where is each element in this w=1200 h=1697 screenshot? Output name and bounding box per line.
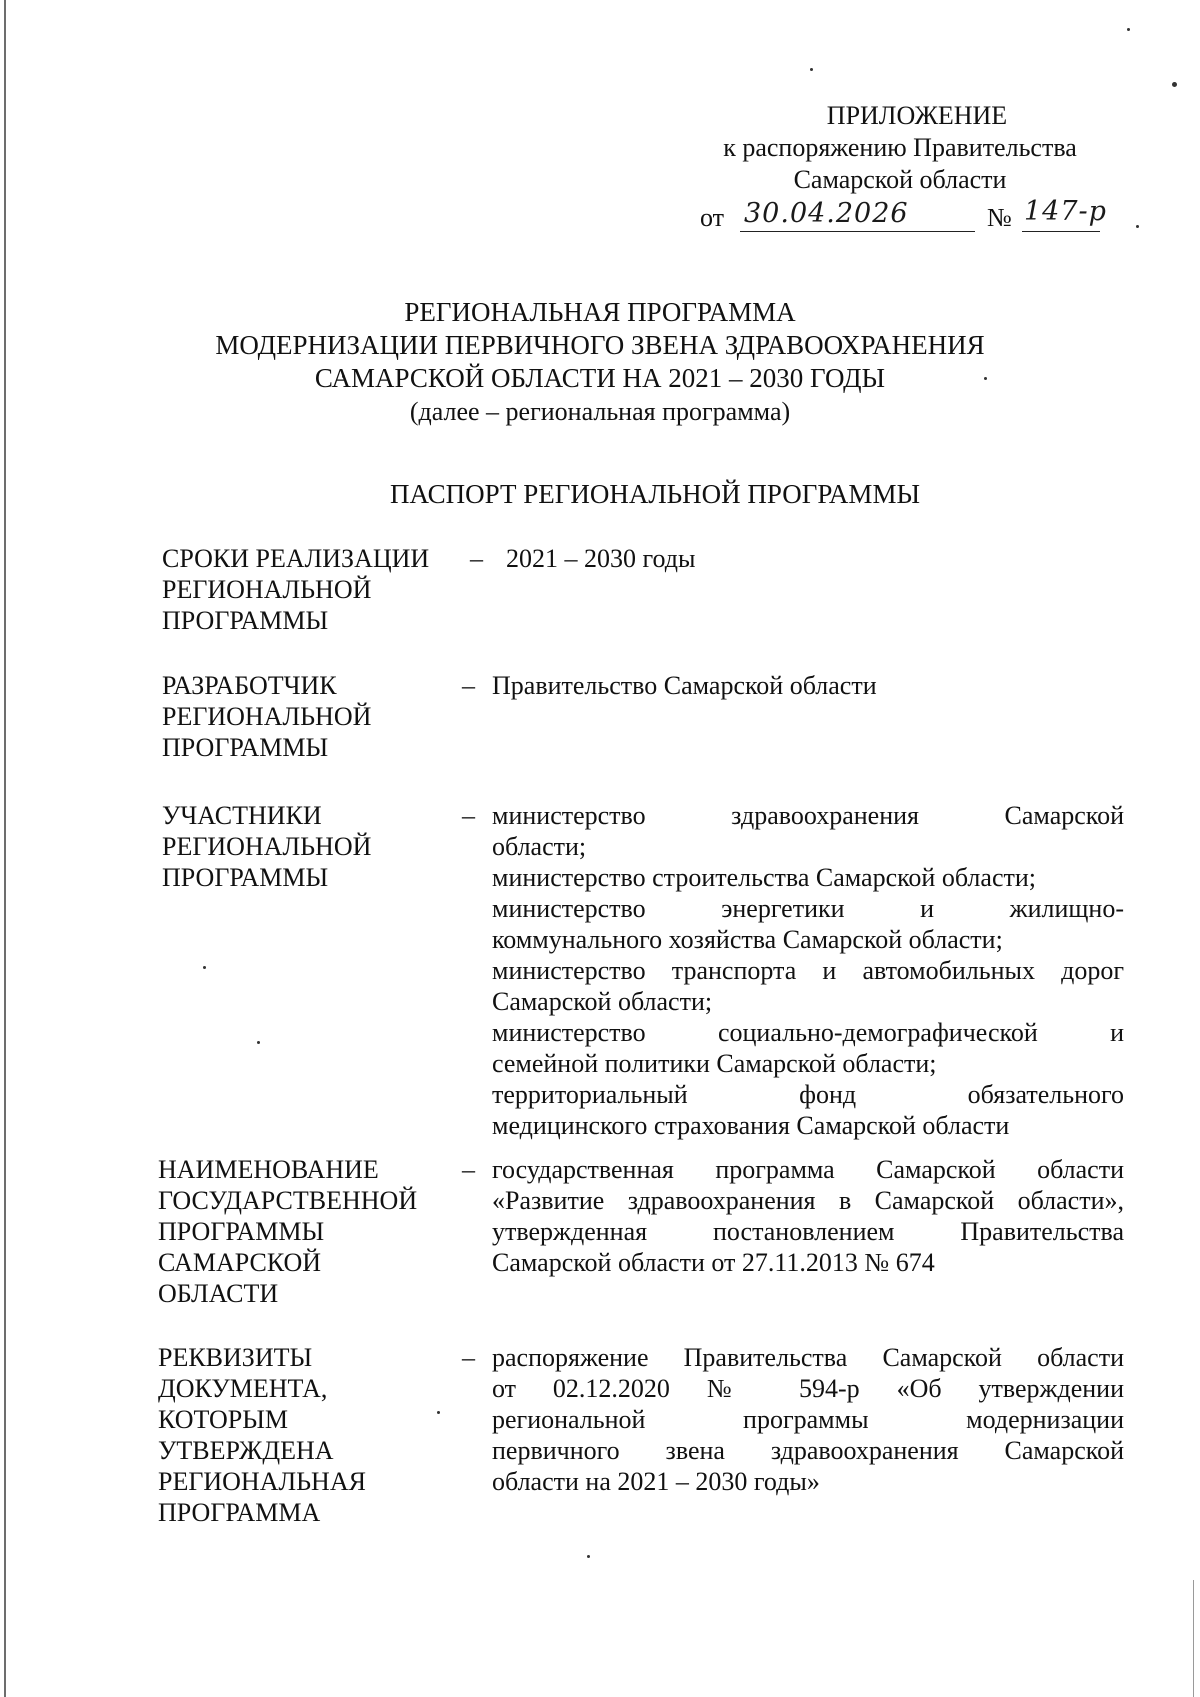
row-label-line: УЧАСТНИКИ xyxy=(162,801,322,830)
row-value-line: министерство здравоохранения Самарской xyxy=(492,801,1124,830)
program-title-line: МОДЕРНИЗАЦИИ ПЕРВИЧНОГО ЗВЕНА ЗДРАВООХРАНЕНИЯ xyxy=(215,330,985,360)
row-value xyxy=(506,543,1138,574)
row-label-line: РАЗРАБОТЧИК xyxy=(162,671,337,700)
row-label xyxy=(158,1342,458,1528)
row-dash: – xyxy=(470,544,483,573)
scan-speck xyxy=(257,1041,260,1044)
row-value-line: семейной политики Самарской области; xyxy=(492,1049,937,1078)
row-value-line: Самарской области от 27.11.2013 № 674 xyxy=(492,1248,935,1277)
row-label-line: РЕГИОНАЛЬНОЙ xyxy=(162,575,372,604)
number-label: № xyxy=(987,203,1012,232)
row-dash: – xyxy=(462,671,475,700)
row-value xyxy=(492,1154,1124,1278)
row-value-line: Самарской области; xyxy=(492,987,713,1016)
page-edge-line xyxy=(1193,1580,1194,1697)
row-value-line: министерство энергетики и жилищно- xyxy=(492,894,1124,923)
date-underline xyxy=(740,231,975,232)
row-label-line: НАИМЕНОВАНИЕ xyxy=(158,1155,379,1184)
scan-speck xyxy=(810,68,813,71)
appendix-line: Самарской области xyxy=(793,165,1007,194)
row-value-line: министерство транспорта и автомобильных дорог xyxy=(492,956,1124,985)
row-label-line: РЕКВИЗИТЫ xyxy=(158,1343,313,1372)
program-subtitle: (далее – региональная программа) xyxy=(409,397,791,426)
appendix-title: ПРИЛОЖЕНИЕ xyxy=(826,101,1008,130)
row-label-line: ПРОГРАММА xyxy=(158,1498,321,1527)
row-label-line: ПРОГРАММЫ xyxy=(162,606,329,635)
date-number-line xyxy=(700,196,1110,240)
approval-block xyxy=(690,100,1110,240)
scan-speck xyxy=(1136,225,1139,228)
row-label-line: ПРОГРАММЫ xyxy=(162,733,329,762)
row-label xyxy=(162,800,462,893)
row-label-line: РЕГИОНАЛЬНОЙ xyxy=(162,832,372,861)
row-value-line: региональной программы модернизации xyxy=(492,1405,1124,1434)
row-value-line: Правительство Самарской области xyxy=(492,671,877,700)
row-label-line: ПРОГРАММЫ xyxy=(158,1217,325,1246)
program-title xyxy=(0,296,1200,428)
row-value xyxy=(492,800,1124,1141)
scan-speck xyxy=(1172,82,1177,87)
row-dash: – xyxy=(462,1155,475,1184)
scan-speck xyxy=(203,966,206,969)
row-value-line: области; xyxy=(492,832,587,861)
row-value xyxy=(492,1342,1124,1497)
row-value-line: министерство социально-демографической и xyxy=(492,1018,1124,1047)
handwritten-number: 147-р xyxy=(1024,196,1107,227)
scan-speck xyxy=(1127,28,1130,31)
row-label-line: КОТОРЫМ xyxy=(158,1405,289,1434)
number-underline xyxy=(1022,231,1100,232)
row-dash: – xyxy=(462,801,475,830)
program-title-line: САМАРСКОЙ ОБЛАСТИ НА 2021 – 2030 ГОДЫ xyxy=(314,363,886,393)
row-label-line: ОБЛАСТИ xyxy=(158,1279,279,1308)
row-value-line: 2021 – 2030 годы xyxy=(506,544,696,573)
row-value-line: министерство строительства Самарской области; xyxy=(492,863,1036,892)
row-value-line: медицинского страхования Самарской области xyxy=(492,1111,1010,1140)
row-label-line: ПРОГРАММЫ xyxy=(162,863,329,892)
row-label xyxy=(162,670,462,763)
passport-heading: ПАСПОРТ РЕГИОНАЛЬНОЙ ПРОГРАММЫ xyxy=(390,479,920,509)
row-label-line: УТВЕРЖДЕНА xyxy=(158,1436,334,1465)
program-title-line: РЕГИОНАЛЬНАЯ ПРОГРАММА xyxy=(404,297,796,327)
row-value-line: первичного звена здравоохранения Самарской xyxy=(492,1436,1124,1465)
row-value-line: распоряжение Правительства Самарской области xyxy=(492,1343,1124,1372)
scan-speck xyxy=(587,1555,590,1558)
page-edge-line xyxy=(4,0,6,1697)
appendix-line: к распоряжению Правительства xyxy=(723,133,1077,162)
row-value xyxy=(492,670,1124,701)
row-value-line: государственная программа Самарской области xyxy=(492,1155,1124,1184)
row-value-line: коммунального хозяйства Самарской области; xyxy=(492,925,1003,954)
row-label-line: ГОСУДАРСТВЕННОЙ xyxy=(158,1186,418,1215)
row-label xyxy=(162,543,462,636)
row-value-line: от 02.12.2020 № 594-р «Об утверждении xyxy=(492,1374,1124,1403)
row-label-line: САМАРСКОЙ xyxy=(158,1248,322,1277)
row-value-line: «Развитие здравоохранения в Самарской области», xyxy=(492,1186,1124,1215)
row-label xyxy=(158,1154,458,1309)
row-label-line: РЕГИОНАЛЬНОЙ xyxy=(162,702,372,731)
row-label-line: РЕГИОНАЛЬНАЯ xyxy=(158,1467,366,1496)
row-value-line: области на 2021 – 2030 годы» xyxy=(492,1467,820,1496)
row-value-line: территориальный фонд обязательного xyxy=(492,1080,1124,1109)
row-dash: – xyxy=(462,1343,475,1372)
handwritten-date: 30.04.2026 xyxy=(744,198,909,229)
row-label-line: СРОКИ РЕАЛИЗАЦИИ xyxy=(162,544,430,573)
row-label-line: ДОКУМЕНТА, xyxy=(158,1374,328,1403)
date-prefix: от xyxy=(700,203,725,232)
row-value-line: утвержденная постановлением Правительства xyxy=(492,1217,1124,1246)
